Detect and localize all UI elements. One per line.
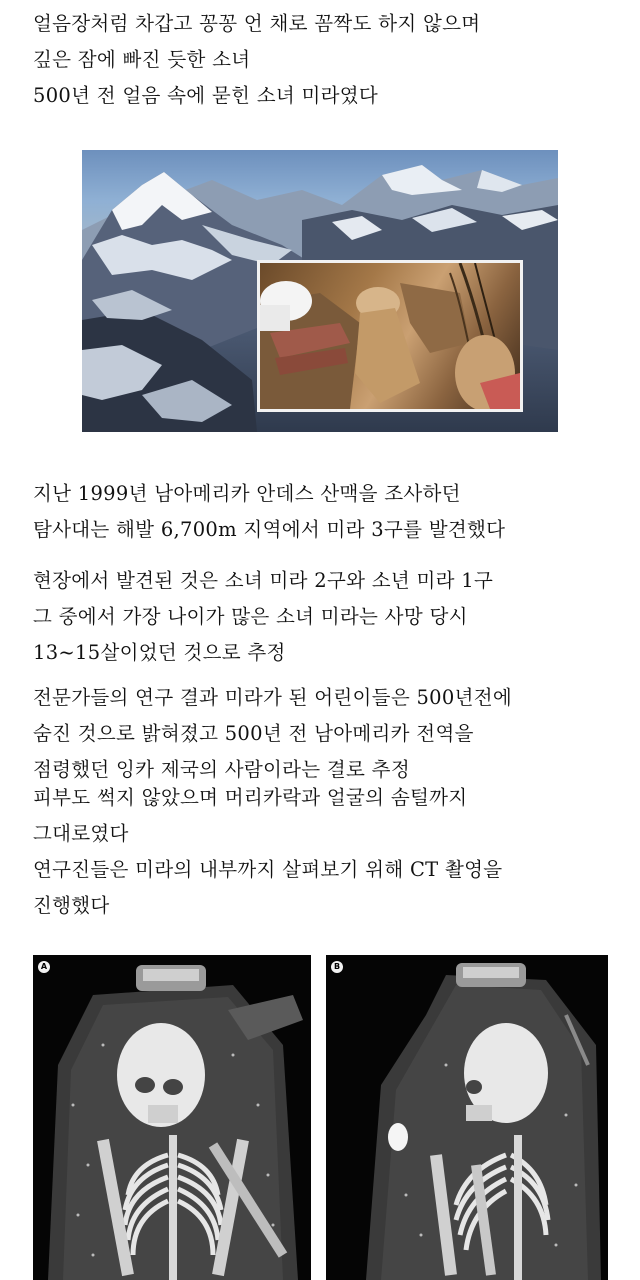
discovery-line: 지난 1999년 남아메리카 안데스 산맥을 조사하던 — [33, 482, 461, 505]
intro-line: 깊은 잠에 빠진 듯한 소녀 — [33, 48, 251, 71]
andes-mountain-photo — [82, 150, 558, 432]
research-line: 점령했던 잉카 제국의 사람이라는 결로 추정 — [33, 758, 410, 781]
ct-scan-panel-a — [33, 955, 311, 1280]
research-paragraph — [33, 680, 620, 788]
mummy-closeup-illustration — [260, 263, 520, 409]
findings-paragraph — [33, 563, 620, 671]
panel-a-label: A — [38, 961, 50, 973]
research-line: 전문가들의 연구 결과 미라가 된 어린이들은 500년전에 — [33, 686, 512, 709]
research-line: 숨진 것으로 밝혀졌고 500년 전 남아메리카 전역을 — [33, 722, 474, 745]
intro-line: 얼음장처럼 차갑고 꽁꽁 언 채로 꼼짝도 하지 않으며 — [33, 12, 481, 35]
preservation-paragraph — [33, 780, 620, 924]
findings-line: 그 중에서 가장 나이가 많은 소녀 미라는 사망 당시 — [33, 605, 468, 628]
preservation-line: 진행했다 — [33, 894, 110, 917]
ct-scan-b-illustration — [326, 955, 608, 1280]
mummy-closeup-inset — [257, 260, 523, 412]
findings-line: 현장에서 발견된 것은 소녀 미라 2구와 소년 미라 1구 — [33, 569, 494, 592]
preservation-line: 피부도 썩지 않았으며 머리카락과 얼굴의 솜털까지 — [33, 786, 468, 809]
ct-scan-a-illustration — [33, 955, 311, 1280]
panel-b-label: B — [331, 961, 343, 973]
intro-line: 500년 전 얼음 속에 묻힌 소녀 미라였다 — [33, 84, 379, 107]
ct-scan-panel-b — [326, 955, 608, 1280]
discovery-line: 탐사대는 해발 6,700m 지역에서 미라 3구를 발견했다 — [33, 518, 506, 541]
intro-paragraph — [33, 6, 620, 114]
findings-line: 13~15살이었던 것으로 추정 — [33, 641, 286, 664]
preservation-line: 연구진들은 미라의 내부까지 살펴보기 위해 CT 촬영을 — [33, 858, 503, 881]
discovery-paragraph — [33, 476, 620, 548]
preservation-line: 그대로였다 — [33, 822, 129, 845]
